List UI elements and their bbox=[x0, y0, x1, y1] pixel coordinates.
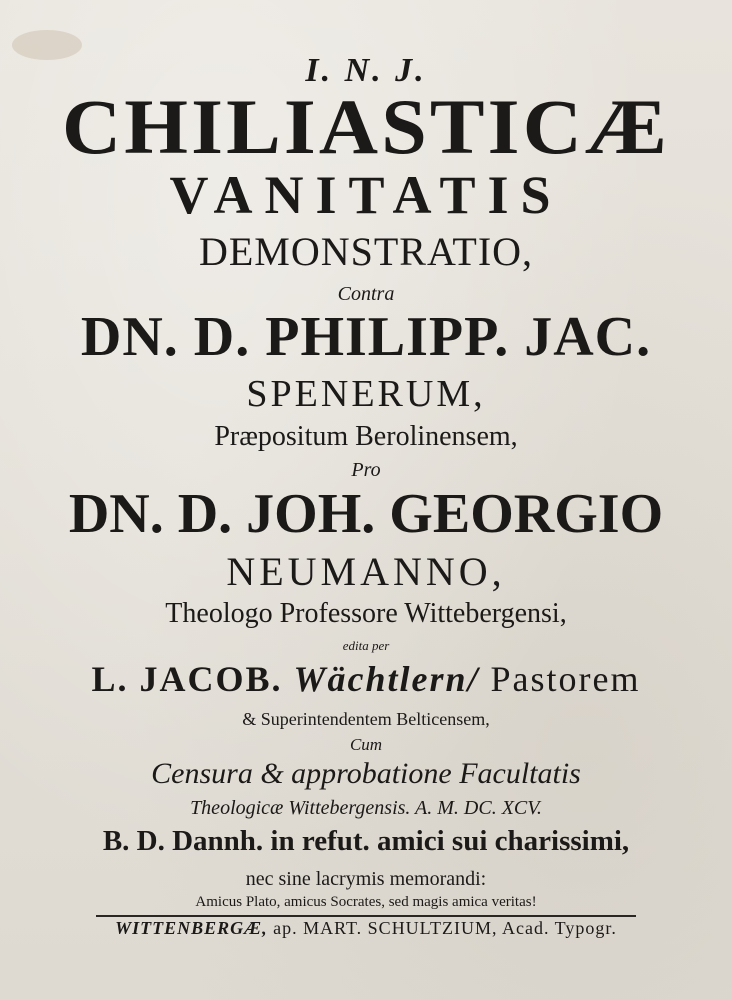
dedication-line-1: B. D. Dannh. in refut. amici sui charissimi, bbox=[102, 825, 630, 857]
editor-role-2: & Superintendentem Belticensem, bbox=[242, 709, 490, 729]
pro-label: Pro bbox=[351, 459, 381, 481]
contra-label: Contra bbox=[337, 283, 395, 305]
defended-surname: NEUMANNO, bbox=[226, 549, 506, 594]
motto: Amicus Plato, amicus Socrates, sed magis amica veritas! bbox=[195, 894, 537, 910]
imprint-rest: ap. MART. SCHULTZIUM, Acad. Typogr. bbox=[273, 918, 617, 938]
defended-title: Theologo Professore Wittebergensi, bbox=[165, 598, 567, 629]
faculty-line: Theologicæ Wittebergensis. A. M. DC. XCV. bbox=[190, 797, 542, 819]
dedication-line-2: nec sine lacrymis memorandi: bbox=[245, 868, 487, 890]
defended-name: DN. D. JOH. GEORGIO bbox=[68, 483, 664, 545]
edita-per-label: edita per bbox=[342, 638, 390, 653]
imprint-rule bbox=[96, 915, 636, 917]
cum-label: Cum bbox=[349, 735, 383, 754]
adversary-surname: SPENERUM, bbox=[246, 373, 486, 415]
title-line-1: CHILIASTICÆ bbox=[61, 83, 671, 170]
censura-line: Censura & approbatione Facultatis bbox=[151, 757, 581, 790]
adversary-title: Præpositum Berolinensem, bbox=[214, 421, 518, 452]
title-line-3: DEMONSTRATIO, bbox=[198, 229, 534, 274]
editor-prefix: L. JACOB. bbox=[91, 659, 283, 699]
title-line-2: VANITATIS bbox=[169, 165, 563, 225]
imprint-city: WITTENBERGÆ, bbox=[115, 918, 268, 938]
adversary-name: DN. D. PHILIPP. JAC. bbox=[80, 306, 652, 368]
editor-line bbox=[0, 658, 732, 700]
invocation: I. N. J. bbox=[305, 52, 427, 89]
editor-name: Wächtlern/ bbox=[293, 659, 480, 699]
editor-role: Pastorem bbox=[490, 659, 641, 699]
imprint-line bbox=[0, 918, 732, 939]
